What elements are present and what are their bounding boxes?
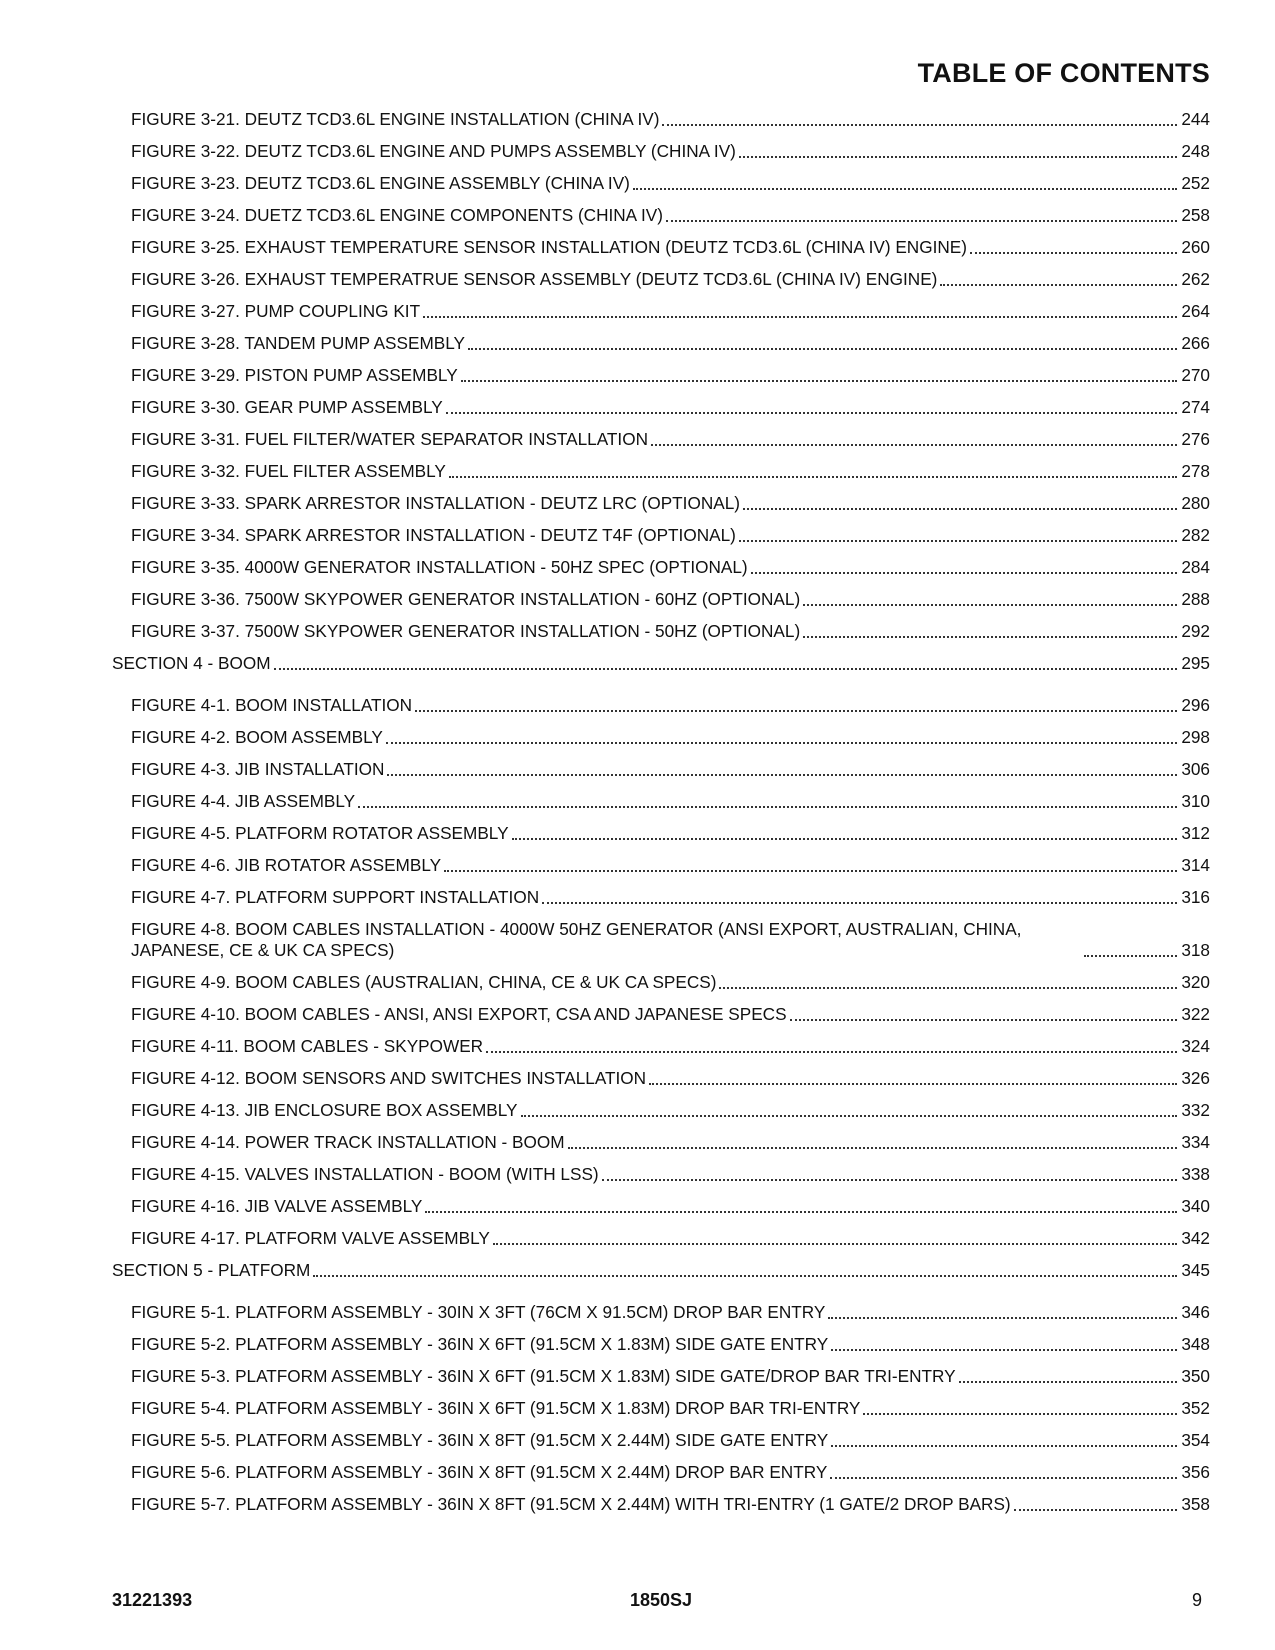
toc-entry[interactable] [112, 1100, 1210, 1121]
dot-leader [739, 540, 1177, 542]
toc-entry[interactable] [112, 1228, 1210, 1249]
toc-entry[interactable] [112, 429, 1210, 450]
toc-entry-label: FIGURE 4-4. JIB ASSEMBLY [131, 791, 356, 811]
toc-entry[interactable] [112, 525, 1210, 546]
toc-entry-label: FIGURE 4-14. POWER TRACK INSTALLATION - BOOM [131, 1132, 565, 1152]
dot-leader [446, 412, 1177, 414]
toc-page-number: 352 [1181, 1398, 1210, 1418]
toc-entry-label: FIGURE 4-6. JIB ROTATOR ASSEMBLY [131, 855, 442, 875]
toc-page-number: 270 [1181, 365, 1210, 385]
toc-entry[interactable] [112, 333, 1210, 354]
toc-entry[interactable] [112, 237, 1210, 258]
toc-entry-label: FIGURE 3-28. TANDEM PUMP ASSEMBLY [131, 333, 465, 353]
page-title: TABLE OF CONTENTS [917, 58, 1210, 88]
toc-page-number: 284 [1181, 557, 1210, 577]
toc-entry-label: FIGURE 3-21. DEUTZ TCD3.6L ENGINE INSTALLATION (CHINA IV) [131, 109, 660, 129]
toc-section-5[interactable] [112, 1260, 1210, 1281]
toc-page-number: 324 [1181, 1036, 1210, 1056]
toc-entry-label: FIGURE 5-6. PLATFORM ASSEMBLY - 36IN X 8FT (91.5CM X 2.44M) DROP BAR ENTRY [131, 1462, 828, 1482]
toc-entry-label: FIGURE 4-3. JIB INSTALLATION [131, 759, 385, 779]
dot-leader [415, 710, 1177, 712]
toc-page-number: 252 [1181, 173, 1210, 193]
toc-entry[interactable] [112, 887, 1210, 908]
dot-leader [940, 284, 1177, 286]
dot-leader [568, 1147, 1177, 1149]
dot-leader [803, 604, 1177, 606]
dot-leader [386, 742, 1177, 744]
toc-entry[interactable] [112, 759, 1210, 780]
toc-page-number: 338 [1181, 1164, 1210, 1184]
toc-section-label: SECTION 4 - BOOM [112, 653, 271, 673]
toc-page-number: 280 [1181, 493, 1210, 513]
toc-entry[interactable] [112, 365, 1210, 386]
dot-leader [358, 806, 1177, 808]
dot-leader [666, 220, 1177, 222]
page-footer [112, 1590, 1210, 1614]
toc-entry[interactable] [112, 557, 1210, 578]
dot-leader [959, 1381, 1177, 1383]
toc-page-number: 266 [1181, 333, 1210, 353]
dot-leader [423, 316, 1177, 318]
toc-entry-label: FIGURE 3-37. 7500W SKYPOWER GENERATOR INSTALLATION - 50HZ (OPTIONAL) [131, 621, 801, 641]
toc-entry[interactable] [112, 1164, 1210, 1185]
toc-entry[interactable] [112, 823, 1210, 844]
toc-page-number: 295 [1181, 653, 1210, 673]
toc-entry-label: FIGURE 3-33. SPARK ARRESTOR INSTALLATION - DEUTZ LRC (OPTIONAL) [131, 493, 740, 513]
dot-leader [831, 1349, 1177, 1351]
dot-leader [662, 124, 1177, 126]
dot-leader [486, 1051, 1177, 1053]
toc-page-number: 334 [1181, 1132, 1210, 1152]
dot-leader [425, 1211, 1177, 1213]
toc-entry-label: FIGURE 3-29. PISTON PUMP ASSEMBLY [131, 365, 458, 385]
toc-entry[interactable] [112, 269, 1210, 290]
toc-entry[interactable] [112, 1398, 1210, 1419]
dot-leader [803, 636, 1177, 638]
toc-entry-label: FIGURE 3-30. GEAR PUMP ASSEMBLY [131, 397, 443, 417]
toc-entry-label: FIGURE 3-27. PUMP COUPLING KIT [131, 301, 421, 321]
dot-leader [649, 1083, 1177, 1085]
dot-leader [739, 156, 1177, 158]
toc-page-number: 248 [1181, 141, 1210, 161]
dot-leader [542, 902, 1177, 904]
toc-entry[interactable] [112, 589, 1210, 610]
dot-leader [444, 870, 1177, 872]
dot-leader [521, 1115, 1177, 1117]
dot-leader [493, 1243, 1177, 1245]
toc-page-number: 318 [1181, 940, 1210, 960]
toc-entry-label: FIGURE 3-23. DEUTZ TCD3.6L ENGINE ASSEMBLY (CHINA IV) [131, 173, 630, 193]
toc-entry[interactable] [112, 1132, 1210, 1153]
toc-entry[interactable] [112, 621, 1210, 642]
toc-page-number: 358 [1181, 1494, 1210, 1514]
toc-group-section-4b [112, 972, 1210, 1249]
toc-entry-figure-4-8[interactable] [112, 919, 1210, 961]
toc-page-number: 292 [1181, 621, 1210, 641]
toc-page-number: 326 [1181, 1068, 1210, 1088]
dot-leader [863, 1413, 1177, 1415]
dot-leader [830, 1477, 1177, 1479]
toc-page-number: 244 [1181, 109, 1210, 129]
toc-entry-label [131, 919, 1081, 961]
toc-entry-label: FIGURE 5-3. PLATFORM ASSEMBLY - 36IN X 6FT (91.5CM X 1.83M) SIDE GATE/DROP BAR TRI-ENTRY [131, 1366, 956, 1386]
toc-page-number: 278 [1181, 461, 1210, 481]
toc-entry[interactable] [112, 1068, 1210, 1089]
toc-entry-label: FIGURE 3-34. SPARK ARRESTOR INSTALLATION - DEUTZ T4F (OPTIONAL) [131, 525, 736, 545]
toc-page-number: 322 [1181, 1004, 1210, 1024]
toc-entry[interactable] [112, 1334, 1210, 1355]
toc-page-number: 332 [1181, 1100, 1210, 1120]
toc-entry-label-line2: JAPANESE, CE & UK CA SPECS) [131, 940, 395, 960]
toc-entry[interactable] [112, 695, 1210, 716]
toc-list [112, 109, 1210, 1526]
toc-page-number: 320 [1181, 972, 1210, 992]
toc-entry-label: FIGURE 5-1. PLATFORM ASSEMBLY - 30IN X 3FT (76CM X 91.5CM) DROP BAR ENTRY [131, 1302, 826, 1322]
toc-section-4[interactable] [112, 653, 1210, 674]
page-number: 9 [1191, 1590, 1202, 1610]
toc-page-number: 276 [1181, 429, 1210, 449]
toc-entry[interactable] [112, 727, 1210, 748]
dot-leader [831, 1445, 1177, 1447]
toc-entry[interactable] [112, 109, 1210, 130]
toc-entry[interactable] [112, 173, 1210, 194]
toc-entry-label: FIGURE 4-12. BOOM SENSORS AND SWITCHES INSTALLATION [131, 1068, 647, 1088]
toc-entry-label: FIGURE 4-16. JIB VALVE ASSEMBLY [131, 1196, 423, 1216]
toc-entry[interactable] [112, 205, 1210, 226]
toc-page-number: 262 [1181, 269, 1210, 289]
toc-entry-label: FIGURE 5-4. PLATFORM ASSEMBLY - 36IN X 6FT (91.5CM X 1.83M) DROP BAR TRI-ENTRY [131, 1398, 861, 1418]
toc-entry-label: FIGURE 4-15. VALVES INSTALLATION - BOOM (WITH LSS) [131, 1164, 599, 1184]
dot-leader [828, 1317, 1177, 1319]
dot-leader [751, 572, 1177, 574]
dot-leader [651, 444, 1177, 446]
toc-entry-label: FIGURE 4-2. BOOM ASSEMBLY [131, 727, 383, 747]
toc-page-number: 258 [1181, 205, 1210, 225]
toc-group-section-3 [112, 109, 1210, 642]
toc-page-number: 342 [1181, 1228, 1210, 1248]
toc-entry[interactable] [112, 461, 1210, 482]
toc-page-number: 354 [1181, 1430, 1210, 1450]
dot-leader [313, 1275, 1177, 1277]
toc-entry[interactable] [112, 301, 1210, 322]
toc-page-number: 310 [1181, 791, 1210, 811]
document-number: 31221393 [112, 1590, 193, 1610]
toc-entry[interactable] [112, 1196, 1210, 1217]
toc-page-number: 264 [1181, 301, 1210, 321]
dot-leader [274, 668, 1177, 670]
toc-section-label: SECTION 5 - PLATFORM [112, 1260, 311, 1280]
toc-entry[interactable] [112, 1430, 1210, 1451]
toc-page-number: 260 [1181, 237, 1210, 257]
toc-page-number: 345 [1181, 1260, 1210, 1280]
dot-leader [387, 774, 1177, 776]
toc-entry[interactable] [112, 1036, 1210, 1057]
dot-leader [1084, 955, 1177, 957]
dot-leader [633, 188, 1177, 190]
toc-entry[interactable] [112, 1494, 1210, 1515]
toc-page-number: 298 [1181, 727, 1210, 747]
toc-entry-label: FIGURE 4-17. PLATFORM VALVE ASSEMBLY [131, 1228, 490, 1248]
toc-page-number: 340 [1181, 1196, 1210, 1216]
dot-leader [743, 508, 1177, 510]
toc-entry-label: FIGURE 3-26. EXHAUST TEMPERATRUE SENSOR ASSEMBLY (DEUTZ TCD3.6L (CHINA IV) ENGINE) [131, 269, 938, 289]
toc-page-number: 314 [1181, 855, 1210, 875]
toc-group-section-5 [112, 1302, 1210, 1515]
dot-leader [719, 987, 1177, 989]
toc-page-number: 316 [1181, 887, 1210, 907]
toc-entry-label: FIGURE 4-13. JIB ENCLOSURE BOX ASSEMBLY [131, 1100, 518, 1120]
toc-entry-label: FIGURE 3-32. FUEL FILTER ASSEMBLY [131, 461, 446, 481]
toc-entry-label: FIGURE 5-5. PLATFORM ASSEMBLY - 36IN X 8FT (91.5CM X 2.44M) SIDE GATE ENTRY [131, 1430, 829, 1450]
toc-entry-label: FIGURE 3-25. EXHAUST TEMPERATURE SENSOR INSTALLATION (DEUTZ TCD3.6L (CHINA IV) ENGINE) [131, 237, 967, 257]
toc-entry-label: FIGURE 5-2. PLATFORM ASSEMBLY - 36IN X 6FT (91.5CM X 1.83M) SIDE GATE ENTRY [131, 1334, 829, 1354]
toc-entry[interactable] [112, 1302, 1210, 1323]
toc-entry[interactable] [112, 1366, 1210, 1387]
toc-entry-label: FIGURE 5-7. PLATFORM ASSEMBLY - 36IN X 8FT (91.5CM X 2.44M) WITH TRI-ENTRY (1 GATE/2 DROP BARS) [131, 1494, 1011, 1514]
toc-page-number: 274 [1181, 397, 1210, 417]
toc-page-number: 346 [1181, 1302, 1210, 1322]
toc-page-number: 282 [1181, 525, 1210, 545]
toc-entry[interactable] [112, 141, 1210, 162]
toc-page-number: 350 [1181, 1366, 1210, 1386]
toc-entry[interactable] [112, 972, 1210, 993]
toc-entry[interactable] [112, 397, 1210, 418]
toc-entry-label: FIGURE 4-10. BOOM CABLES - ANSI, ANSI EXPORT, CSA AND JAPANESE SPECS [131, 1004, 787, 1024]
toc-group-section-4a [112, 695, 1210, 908]
toc-entry-label: FIGURE 3-24. DUETZ TCD3.6L ENGINE COMPONENTS (CHINA IV) [131, 205, 663, 225]
toc-entry[interactable] [112, 493, 1210, 514]
dot-leader [790, 1019, 1177, 1021]
toc-page-number: 306 [1181, 759, 1210, 779]
dot-leader [602, 1179, 1177, 1181]
toc-entry-label-line1: FIGURE 4-8. BOOM CABLES INSTALLATION - 4000W 50HZ GENERATOR (ANSI EXPORT, AUSTRALIAN, CHINA, [131, 919, 1022, 939]
dot-leader [1014, 1509, 1177, 1511]
toc-entry-label: FIGURE 3-31. FUEL FILTER/WATER SEPARATOR INSTALLATION [131, 429, 648, 449]
model-name: 1850SJ [629, 1590, 693, 1610]
dot-leader [449, 476, 1177, 478]
dot-leader [461, 380, 1177, 382]
toc-entry[interactable] [112, 1004, 1210, 1025]
toc-page-number: 288 [1181, 589, 1210, 609]
toc-entry[interactable] [112, 855, 1210, 876]
toc-entry-label: FIGURE 4-7. PLATFORM SUPPORT INSTALLATION [131, 887, 540, 907]
toc-page-number: 356 [1181, 1462, 1210, 1482]
toc-entry[interactable] [112, 791, 1210, 812]
toc-page-number: 296 [1181, 695, 1210, 715]
toc-entry-label: FIGURE 4-1. BOOM INSTALLATION [131, 695, 413, 715]
dot-leader [468, 348, 1177, 350]
toc-entry-label: FIGURE 3-22. DEUTZ TCD3.6L ENGINE AND PUMPS ASSEMBLY (CHINA IV) [131, 141, 736, 161]
toc-entry-label: FIGURE 4-11. BOOM CABLES - SKYPOWER [131, 1036, 484, 1056]
toc-entry-label: FIGURE 4-5. PLATFORM ROTATOR ASSEMBLY [131, 823, 509, 843]
toc-page-number: 348 [1181, 1334, 1210, 1354]
dot-leader [970, 252, 1177, 254]
toc-entry-label: FIGURE 3-35. 4000W GENERATOR INSTALLATION - 50HZ SPEC (OPTIONAL) [131, 557, 748, 577]
toc-entry[interactable] [112, 1462, 1210, 1483]
toc-page-number: 312 [1181, 823, 1210, 843]
toc-entry-label: FIGURE 4-9. BOOM CABLES (AUSTRALIAN, CHINA, CE & UK CA SPECS) [131, 972, 717, 992]
toc-entry-label: FIGURE 3-36. 7500W SKYPOWER GENERATOR INSTALLATION - 60HZ (OPTIONAL) [131, 589, 801, 609]
dot-leader [512, 838, 1177, 840]
